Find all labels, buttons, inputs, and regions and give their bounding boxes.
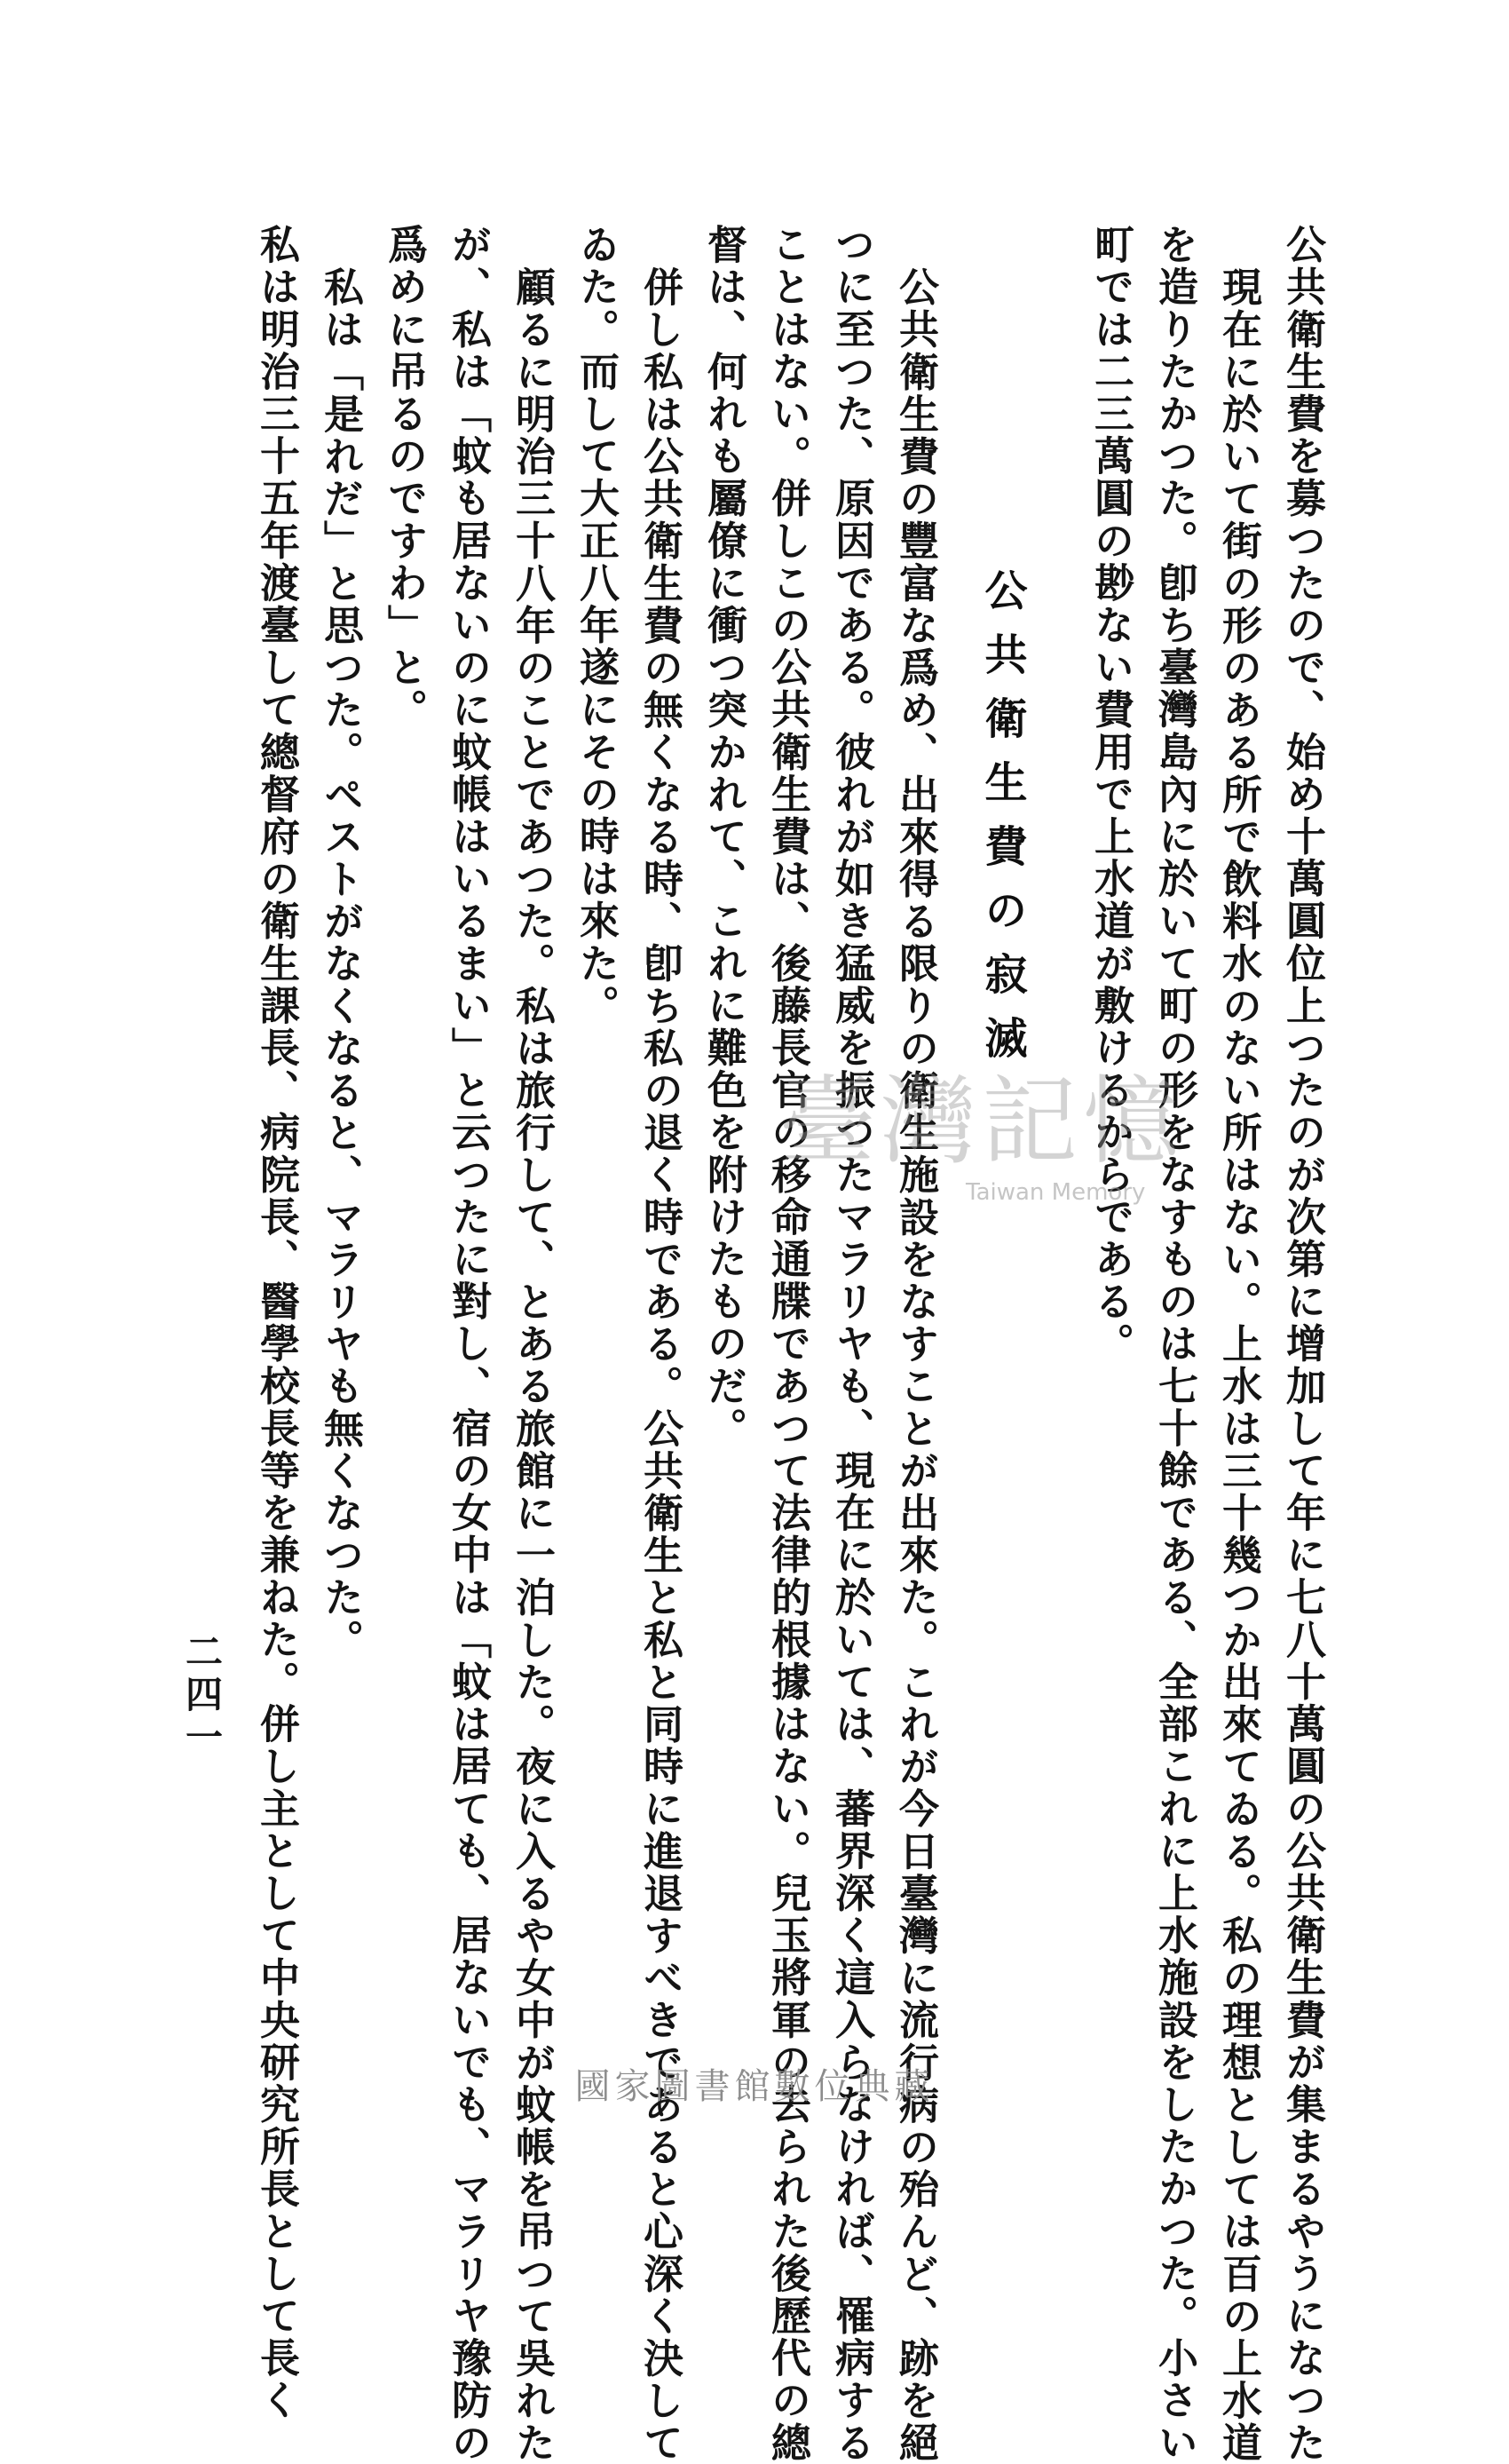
text-column-10: ゐた。而して大正八年遂にその時は來た。 (573, 224, 620, 1027)
text-column-11: 顧るに明治三十八年のことであつた。私は旅行して、とある旅館に一泊した。夜に入るや女中が蚊帳を吊つて吳れた (509, 266, 556, 2464)
text-column-6: つに至つた、原因である。彼れが如き猛威を振つたマラリヤも、現在に於いては、蕃界深く這入らなければ、罹病する (828, 224, 875, 2464)
text-column-15: 私は明治三十五年渡臺して總督府の衛生課長、病院長、醫學校長等を兼ねた。併し主として中央研究所長として長く (253, 224, 300, 2422)
text-column-3: を造りたかつた。卽ち臺灣島內に於いて町の形をなすものは七十餘である、全部これに上水施設をしたかつた。小さい (1151, 224, 1198, 2464)
page-number: 二四一 (180, 1632, 224, 1760)
text-column-8: 督は、何れも屬僚に衝つ突かれて、これに難色を附けたものだ。 (700, 224, 747, 1450)
text-column-7: ことはない。併しこの公共衛生費は、後藤長官の移命通牒であつて法律的根據はない。兒玉將軍の去られた後歷代の總 (764, 224, 811, 2464)
watermark-logo-text: 臺灣記憶 (779, 1066, 1185, 1177)
section-heading: 公共衛生費の寂滅 (977, 568, 1027, 1080)
text-column-1: 公共衛生費を募つたので、始め十萬圓位上つたのが次第に增加して年に七八十萬圓の公共衛生費が集まるやうになつた (1279, 224, 1326, 2464)
text-column-13: 爲めに吊るのですわ」と。 (381, 224, 428, 732)
text-column-12: が、私は「蚊も居ないのに蚊帳はいるまい」と云つたに對し、宿の女中は「蚊は居ても、居ないでも、マラリヤ豫防の (445, 224, 492, 2464)
archive-footer-label: 國家圖書館數位典藏 (574, 2066, 935, 2107)
watermark-subtitle: Taiwan Memory (966, 1179, 1146, 1206)
text-column-14: 私は「是れだ」と思つた。ペストがなくなると、マラリヤも無くなつた。 (317, 266, 364, 1661)
text-column-4: 町では二三萬圓の尠ない費用で上水道が敷けるからである。 (1087, 224, 1134, 1366)
text-column-5: 公共衛生費の豐富な爲め、出來得る限りの衛生施設をなすことが出來た。これが今日臺灣に流行病の殆んど、跡を絕 (892, 266, 939, 2464)
text-column-9: 併し私は公共衛生費の無くなる時、卽ち私の退く時である。公共衛生と私と同時に進退すべきであると心深く決して (636, 266, 683, 2464)
text-column-2: 現在に於いて街の形のある所で飲料水のない所はない。上水は三十幾つか出來てゐる。私の理想としては百の上水道 (1215, 266, 1262, 2464)
